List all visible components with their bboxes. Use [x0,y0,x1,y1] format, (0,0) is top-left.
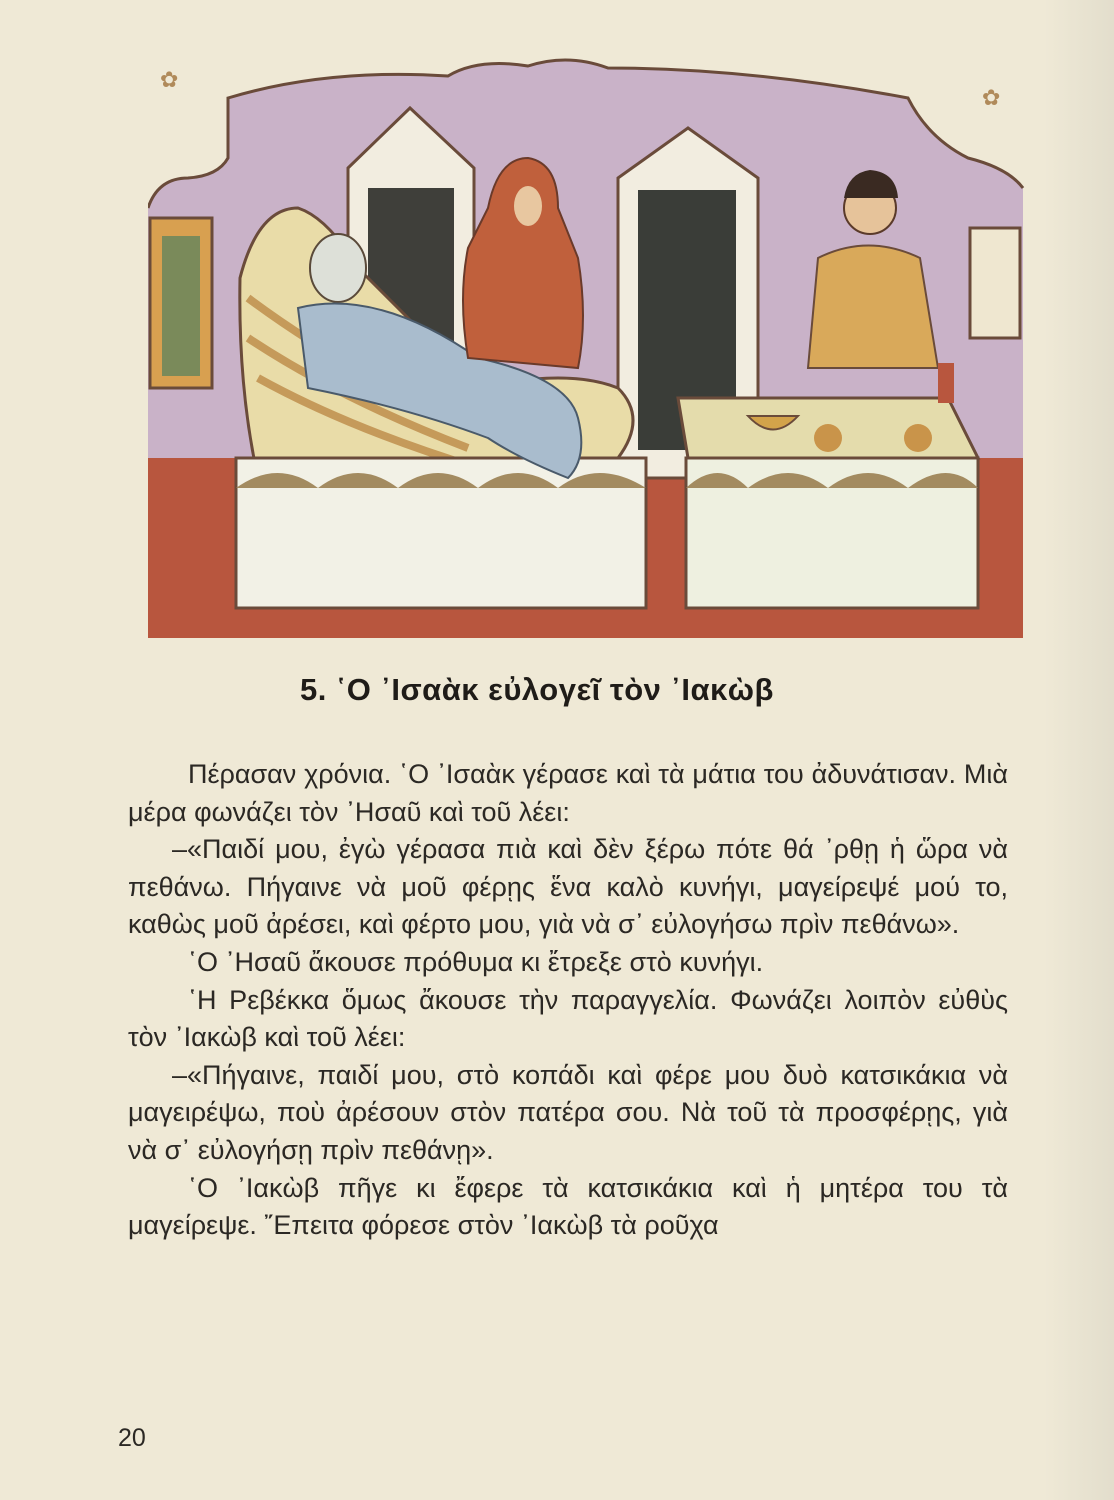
page-number: 20 [118,1424,146,1452]
chapter-title: 5. ῾Ο ᾿Ισαὰκ εὐλογεῖ τὸν ᾿Ιακὼβ [300,672,774,707]
page-edge-shadow [1044,0,1114,1500]
body-text [128,756,1008,1245]
illustration-svg [148,58,1028,638]
illustration-isaac-blessing-jacob [148,58,1028,638]
paragraph: –«Παιδί μου, ἐγὼ γέρασα πιὰ καὶ δὲν ξέρω πότε θά ᾿ρθῃ ἡ ὥρα νὰ πεθάνω. Πήγαινε νὰ μοῦ φέρῃς ἕνα καλὸ κυνήγι, μαγείρεψέ μού το, καθὼς μοῦ ἀρέσει, καὶ φέρτο μου, γιὰ νὰ σ᾿ εὐλογήσω πρὶν πεθάνω». [128,834,1008,940]
paragraph: Πέρασαν χρόνια. ῾Ο ᾿Ισαὰκ γέρασε καὶ τὰ μάτια του ἀδυνάτισαν. Μιὰ μέρα φωνάζει τὸν ᾿Ησαῦ καὶ τοῦ λέει: [128,759,1008,827]
jug [938,363,954,403]
paragraph: ῾Ο ᾿Ησαῦ ἄκουσε πρόθυμα κι ἔτρεξε στὸ κυνήγι. [188,946,764,977]
ornament-flower-icon: ✿ [160,68,179,93]
isaac-head [310,234,366,302]
paragraph: –«Πήγαινε, παιδί μου, στὸ κοπάδι καὶ φέρε μου δυὸ κατσικάκια νὰ μαγειρέψω, ποὺ ἀρέσουν στὸν πατέρα σου. Νὰ τοῦ τὰ προσφέρῃς, γιὰ νὰ σ᾿ εὐλογήσῃ πρὶν πεθάνῃ». [128,1059,1008,1165]
paragraph: ῾Ο ᾿Ιακὼβ πῆγε κι ἔφερε τὰ κατσικάκια καὶ ἡ μητέρα του τὰ μαγείρεψε. ῎Επειτα φόρεσε στὸν ᾿Ιακὼβ τὰ ροῦχα [128,1172,1008,1241]
right-window [970,228,1020,338]
ornament-flower-icon: ✿ [982,86,1001,111]
paragraph: ῾Η Ρεβέκκα ὅμως ἄκουσε τὴν παραγγελία. Φωνάζει λοιπὸν εὐθὺς τὸν ᾿Ιακὼβ καὶ τοῦ λέει: [128,984,1008,1053]
bread [814,424,842,452]
bread [904,424,932,452]
rebekah-face [514,186,542,226]
jacob-tunic [808,246,938,369]
